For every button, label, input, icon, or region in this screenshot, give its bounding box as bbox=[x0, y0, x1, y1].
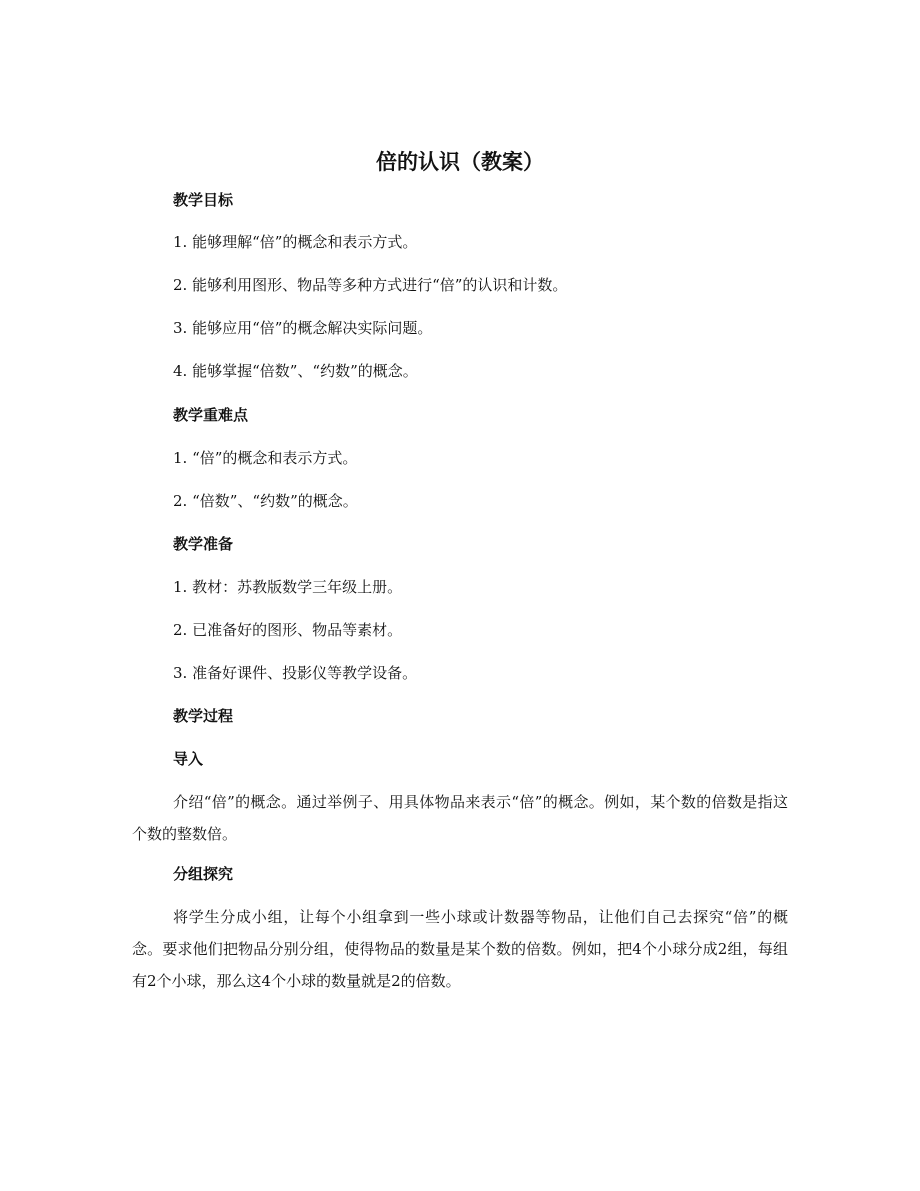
preparation-item: 3. 准备好课件、投影仪等教学设备。 bbox=[173, 664, 418, 682]
intro-heading: 导入 bbox=[173, 750, 204, 768]
page-title: 倍的认识（教案） bbox=[376, 150, 544, 174]
objective-item: 2. 能够利用图形、物品等多种方式进行“倍”的认识和计数。 bbox=[173, 276, 568, 294]
objective-item: 4. 能够掌握“倍数”、“约数”的概念。 bbox=[173, 362, 418, 380]
key-points-heading: 教学重难点 bbox=[173, 406, 249, 424]
key-point-item: 1. “倍”的概念和表示方式。 bbox=[173, 449, 358, 467]
preparation-item: 1. 教材：苏教版数学三年级上册。 bbox=[173, 578, 403, 596]
preparation-heading: 教学准备 bbox=[173, 535, 234, 553]
intro-paragraph: 介绍“倍”的概念。通过举例子、用具体物品来表示“倍”的概念。例如，某个数的倍数是指这个数的整数倍。 bbox=[132, 793, 788, 843]
group-heading: 分组探究 bbox=[173, 865, 234, 883]
process-heading: 教学过程 bbox=[173, 707, 234, 725]
objective-item: 3. 能够应用“倍”的概念解决实际问题。 bbox=[173, 319, 433, 337]
key-point-item: 2. “倍数”、“约数”的概念。 bbox=[173, 492, 358, 510]
preparation-item: 2. 已准备好的图形、物品等素材。 bbox=[173, 621, 403, 639]
group-paragraph: 将学生分成小组，让每个小组拿到一些小球或计数器等物品，让他们自己去探究“倍”的概念。要求他们把物品分别分组，使得物品的数量是某个数的倍数。例如，把4个小球分成2组，每组有2个小球，那么这4个小球的数量就是2的倍数。 bbox=[132, 908, 788, 990]
objective-item: 1. 能够理解“倍”的概念和表示方式。 bbox=[173, 233, 418, 251]
objectives-heading: 教学目标 bbox=[173, 191, 234, 209]
